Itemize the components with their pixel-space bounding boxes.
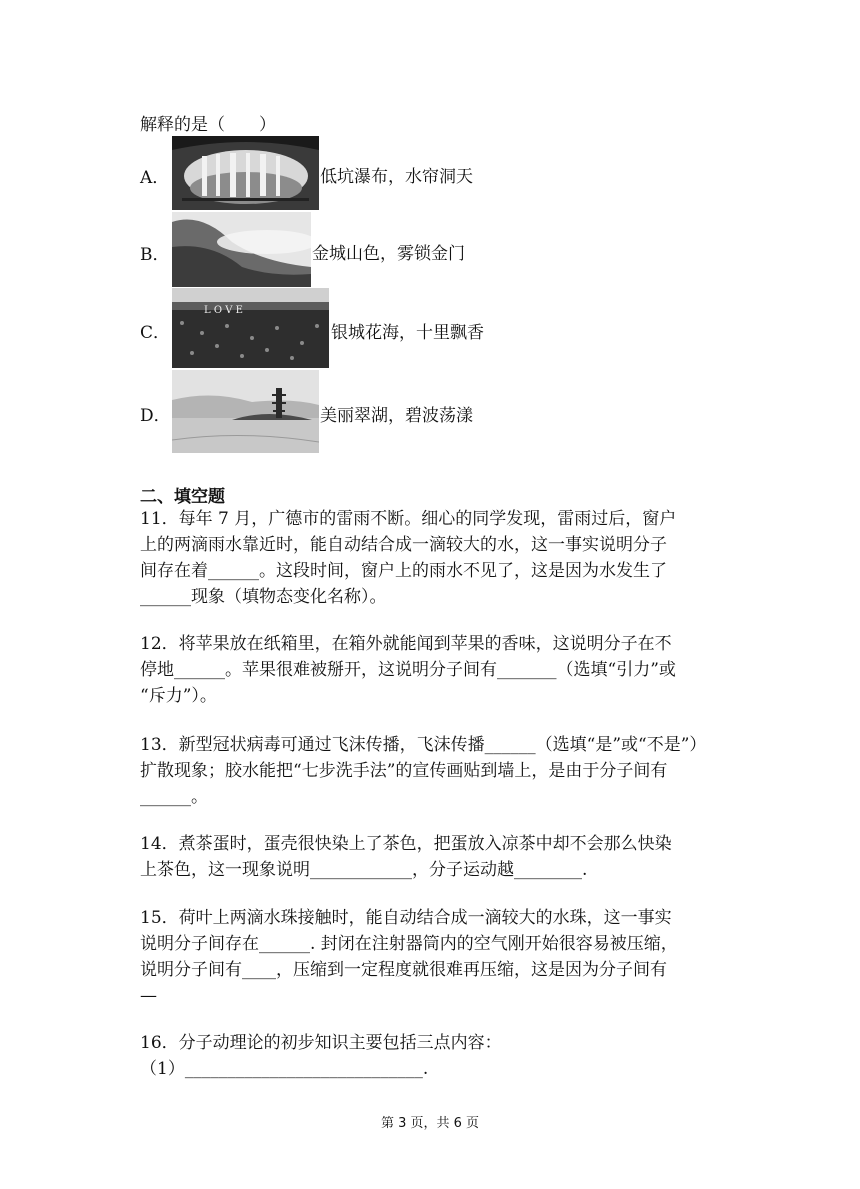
question-line: 11．每年 7 月，广德市的雷雨不断。细心的同学发现，雷雨过后，窗户 (140, 509, 677, 529)
question-line: 上的两滴雨水靠近时，能自动结合成一滴较大的水，这一事实说明分子 (140, 535, 667, 555)
question-line: 扩散现象；胶水能把“七步洗手法”的宣传画贴到墙上，是由于分子间有 (140, 761, 668, 781)
option-b-letter: B． (140, 245, 170, 265)
section-title: 二、填空题 (140, 487, 225, 507)
love-sign: L O V E (204, 305, 243, 316)
question-line: 12．将苹果放在纸箱里，在箱外就能闻到苹果的香味，这说明分子在不 (140, 634, 672, 654)
option-a-letter: A． (140, 168, 170, 188)
page-footer: 第 3 页，共 6 页 (380, 1116, 480, 1131)
lake-pagoda-photo (172, 370, 319, 453)
question-line: 说明分子间有____，压缩到一定程度就很难再压缩，这是因为分子间有 (140, 960, 667, 980)
option-a-text: 低坑瀑布，水帘洞天 (320, 167, 473, 187)
waterfall-cave-photo (172, 136, 319, 210)
option-c-text: 银城花海，十里飘香 (331, 323, 484, 343)
question-line: — (140, 986, 157, 1006)
question-line: （1）____________________________. (140, 1059, 429, 1079)
question-line: 13．新型冠状病毒可通过飞沫传播，飞沫传播______（选填“是”或“不是”） (140, 735, 707, 755)
question-line: 16．分子动理论的初步知识主要包括三点内容： (140, 1033, 502, 1053)
option-c-letter: C． (140, 323, 171, 343)
question-line: ______现象（填物态变化名称）。 (140, 587, 387, 607)
option-d-text: 美丽翠湖，碧波荡漾 (320, 406, 473, 426)
option-b-text: 金城山色，雾锁金门 (312, 244, 465, 264)
question-line: 停地______。苹果很难被掰开，这说明分子间有_______（选填“引力”或 (140, 660, 676, 680)
option-d-letter: D． (140, 406, 171, 426)
question-line: 15．荷叶上两滴水珠接触时，能自动结合成一滴较大的水珠，这一事实 (140, 908, 672, 928)
question-tail: 解释的是（ ） (140, 115, 276, 135)
question-line: 14．煮茶蛋时，蛋壳很快染上了茶色，把蛋放入凉茶中却不会那么快染 (140, 834, 672, 854)
question-line: ______。 (140, 787, 208, 807)
misty-mountain-photo (172, 212, 311, 287)
flower-field-photo (172, 288, 329, 368)
question-line: 上茶色，这一现象说明____________，分子运动越________. (140, 860, 588, 880)
question-line: “斥力”）。 (140, 686, 217, 706)
question-line: 间存在着______。这段时间，窗户上的雨水不见了，这是因为水发生了 (140, 561, 667, 581)
question-line: 说明分子间存在______. 封闭在注射器筒内的空气刚开始很容易被压缩， (140, 934, 678, 954)
